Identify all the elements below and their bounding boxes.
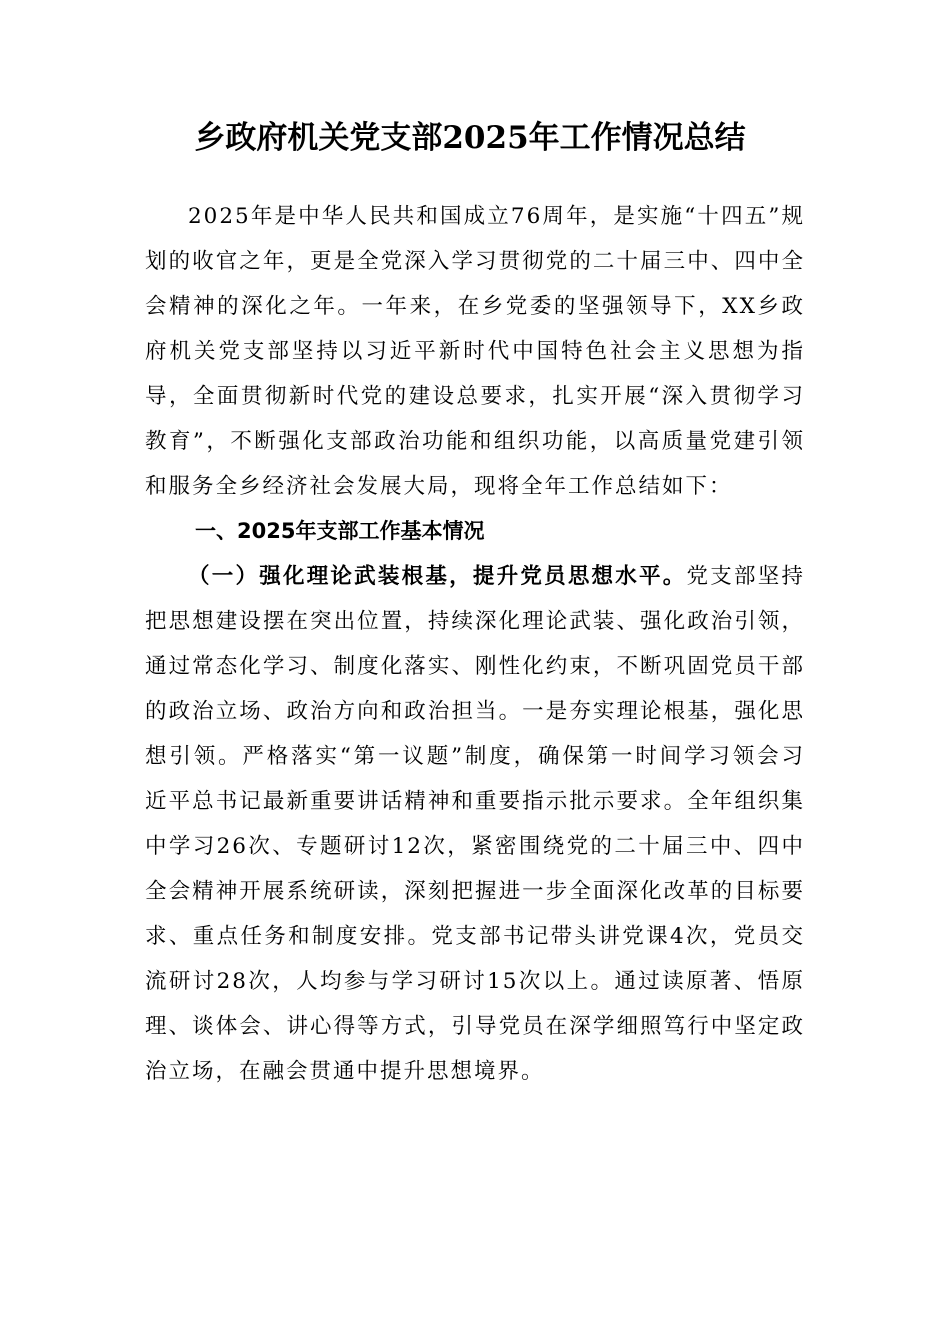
document-title: 乡政府机关党支部2025年工作情况总结 [194, 120, 746, 156]
subsection-body: 党支部坚持把思想建设摆在突出位置，持续深化理论武装、强化政治引领，通过常态化学习、制度化落实、刚性化约束，不断巩固党员干部的政治立场、政治方向和政治担当。一是夯实理论根基，强化思想引领。严格落实“第一议题”制度，确保第一时间学习领会习近平总书记最新重要讲话精神和重要指示批示要求。全年组织集中学习26次、专题研讨12次，紧密围绕党的二十届三中、四中全会精神开展系统研读，深刻把握进一步全面深化改革的目标要求、重点任务和制度安排。党支部书记带头讲党课4次，党员交流研讨28次，人均参与学习研讨15次以上。通过读原著、悟原理、谈体会、讲心得等方式，引导党员在深学细照笃行中坚定政治立场，在融会贯通中提升思想境界。 [145, 564, 805, 1084]
document-page [145, 112, 805, 1094]
section-heading: 一、2025年支部工作基本情况 [195, 519, 485, 543]
subsection-lead: （一）强化理论武装根基，提升党员思想水平。 [188, 564, 687, 589]
intro-paragraph: 2025年是中华人民共和国成立76周年，是实施“十四五”规划的收官之年，更是全党深入学习贯彻党的二十届三中、四中全会精神的深化之年。一年来，在乡党委的坚强领导下，XX乡政府机关党支部坚持以习近平新时代中国特色社会主义思想为指导，全面贯彻新时代党的建设总要求，扎实开展“深入贯彻学习教育”，不断强化支部政治功能和组织功能，以高质量党建引领和服务全乡经济社会发展大局，现将全年工作总结如下： [145, 204, 805, 499]
subsection-paragraph [145, 554, 805, 1094]
